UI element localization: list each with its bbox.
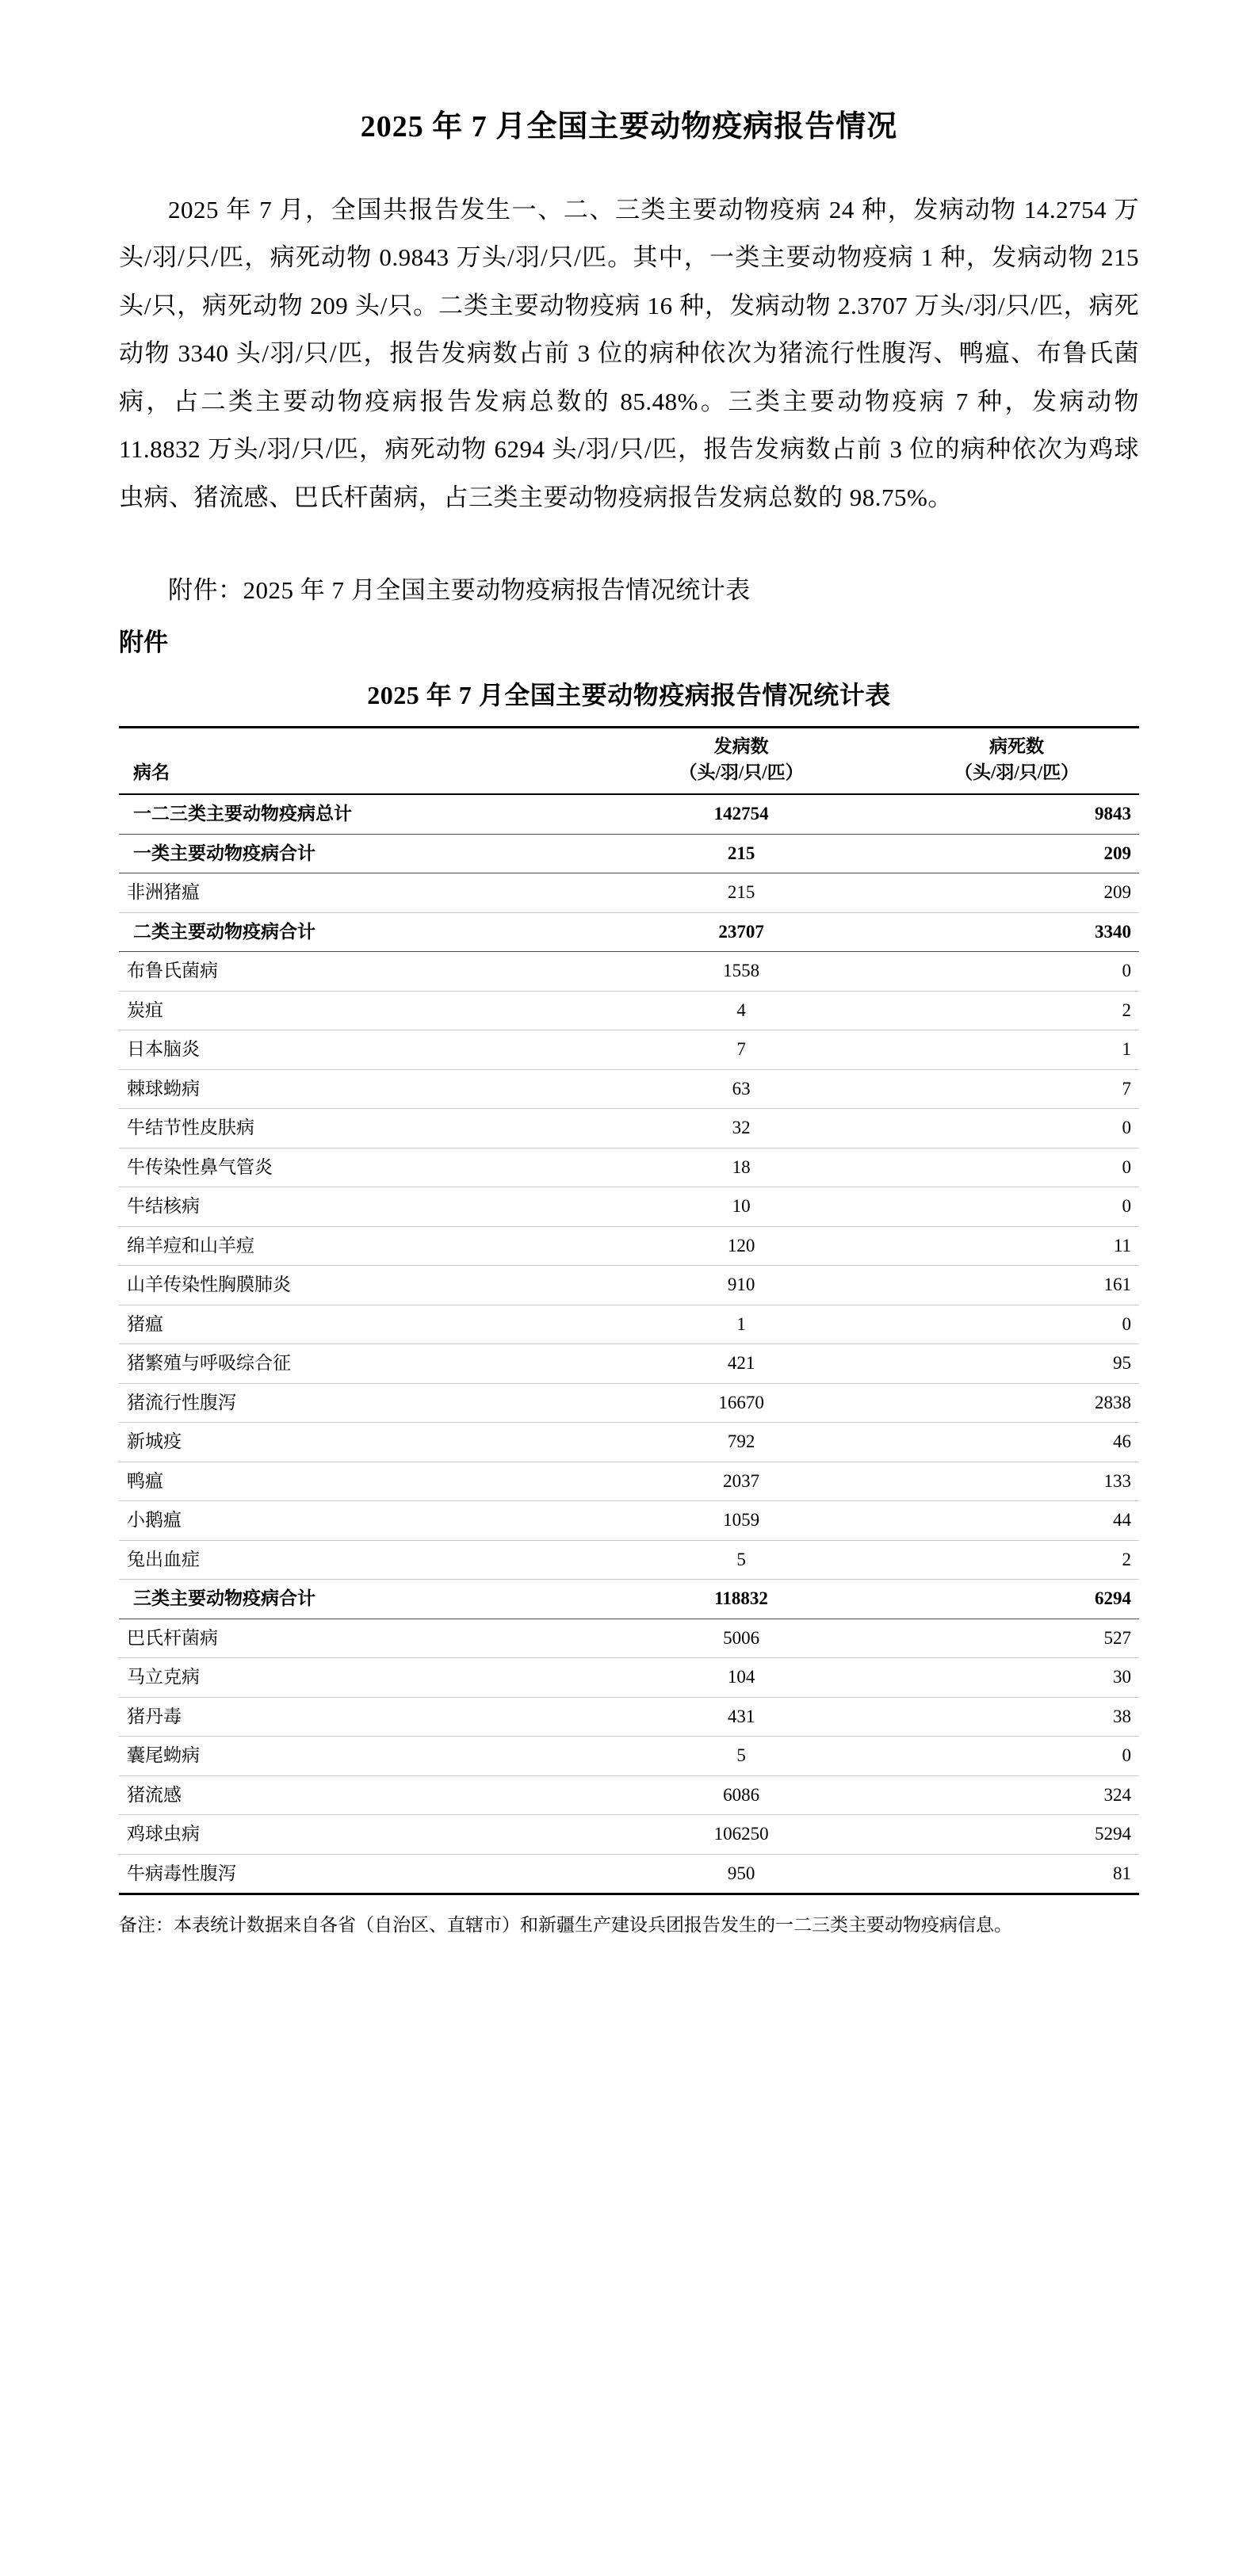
cell-disease-name: 马立克病 (119, 1658, 588, 1698)
cell-deaths: 6294 (894, 1580, 1139, 1619)
table-row (119, 1854, 1139, 1894)
table-body (119, 794, 1139, 1894)
cell-disease-name: 猪丹毒 (119, 1697, 588, 1737)
cell-deaths: 11 (894, 1226, 1139, 1266)
cell-disease-name: 兔出血症 (119, 1540, 588, 1580)
column-header-cases-text: 发病数 (713, 736, 769, 756)
cell-disease-name: 牛传染性鼻气管炎 (119, 1148, 588, 1187)
cell-cases: 18 (588, 1148, 894, 1187)
table-row (119, 1462, 1139, 1501)
cell-disease-name: 猪瘟 (119, 1305, 588, 1344)
cell-cases: 63 (588, 1069, 894, 1109)
cell-deaths: 2 (894, 1540, 1139, 1580)
cell-disease-name: 囊尾蚴病 (119, 1737, 588, 1776)
cell-cases: 104 (588, 1658, 894, 1698)
table-row (119, 1815, 1139, 1855)
cell-disease-name: 一类主要动物疫病合计 (119, 834, 588, 873)
cell-deaths: 527 (894, 1619, 1139, 1658)
cell-deaths: 0 (894, 1305, 1139, 1344)
table-row (119, 1501, 1139, 1541)
cell-disease-name: 牛结核病 (119, 1187, 588, 1227)
cell-cases: 5006 (588, 1619, 894, 1658)
cell-deaths: 324 (894, 1775, 1139, 1815)
cell-disease-name: 猪流行性腹泻 (119, 1383, 588, 1423)
cell-cases: 5 (588, 1540, 894, 1580)
table-row (119, 912, 1139, 952)
cell-cases: 1558 (588, 952, 894, 992)
table-note: 备注：本表统计数据来自各省（自治区、直辖市）和新疆生产建设兵团报告发生的一二三类主要动物疫病信息。 (119, 1915, 1012, 1936)
column-header-disease-name-text: 病名 (133, 762, 170, 782)
cell-cases: 118832 (588, 1580, 894, 1619)
cell-cases: 106250 (588, 1815, 894, 1855)
cell-cases: 120 (588, 1226, 894, 1266)
cell-deaths: 38 (894, 1697, 1139, 1737)
cell-cases: 142754 (588, 794, 894, 834)
cell-deaths: 7 (894, 1069, 1139, 1109)
cell-deaths: 133 (894, 1462, 1139, 1501)
cell-disease-name: 鸭瘟 (119, 1462, 588, 1501)
table-row (119, 1737, 1139, 1776)
cell-cases: 32 (588, 1109, 894, 1148)
table-title: 2025 年 7 月全国主要动物疫病报告情况统计表 (367, 680, 891, 709)
cell-cases: 421 (588, 1344, 894, 1384)
cell-deaths: 209 (894, 834, 1139, 873)
cell-deaths: 0 (894, 952, 1139, 992)
cell-cases: 4 (588, 991, 894, 1030)
column-header-deaths-unit: （头/羽/只/匹） (954, 762, 1080, 782)
cell-disease-name: 猪流感 (119, 1775, 588, 1815)
cell-disease-name: 二类主要动物疫病合计 (119, 912, 588, 952)
table-row (119, 873, 1139, 913)
cell-deaths: 2838 (894, 1383, 1139, 1423)
cell-cases: 5 (588, 1737, 894, 1776)
column-header-cases-unit: （头/羽/只/匹） (679, 762, 804, 782)
cell-disease-name: 炭疽 (119, 991, 588, 1030)
cell-deaths: 44 (894, 1501, 1139, 1541)
cell-disease-name: 棘球蚴病 (119, 1069, 588, 1109)
table-row (119, 794, 1139, 834)
table-row (119, 1697, 1139, 1737)
table-row (119, 1148, 1139, 1187)
cell-deaths: 209 (894, 873, 1139, 913)
table-row (119, 1383, 1139, 1423)
table-row (119, 1423, 1139, 1462)
column-header-deaths-text: 病死数 (989, 736, 1045, 756)
cell-deaths: 0 (894, 1148, 1139, 1187)
table-row (119, 1619, 1139, 1658)
cell-deaths: 3340 (894, 912, 1139, 952)
table-header (119, 727, 1139, 794)
attachment-reference: 附件：2025 年 7 月全国主要动物疫病报告情况统计表 (168, 576, 751, 605)
table-row (119, 1580, 1139, 1619)
cell-cases: 2037 (588, 1462, 894, 1501)
cell-disease-name: 巴氏杆菌病 (119, 1619, 588, 1658)
cell-deaths: 81 (1113, 1863, 1131, 1883)
table-row (119, 1030, 1139, 1070)
cell-cases: 1 (588, 1305, 894, 1344)
cell-disease-name: 鸡球虫病 (119, 1815, 588, 1855)
cell-disease-name: 三类主要动物疫病合计 (119, 1580, 588, 1619)
cell-deaths: 0 (894, 1187, 1139, 1227)
cell-deaths: 161 (894, 1266, 1139, 1305)
table-row (119, 1069, 1139, 1109)
cell-disease-name: 小鹅瘟 (119, 1501, 588, 1541)
cell-disease-name: 绵羊痘和山羊痘 (119, 1226, 588, 1266)
cell-deaths: 2 (894, 991, 1139, 1030)
table-row (119, 1658, 1139, 1698)
cell-cases: 215 (588, 873, 894, 913)
table-header-row (119, 727, 1139, 794)
cell-disease-name: 猪繁殖与呼吸综合征 (119, 1344, 588, 1384)
report-summary-paragraph: 2025 年 7 月，全国共报告发生一、二、三类主要动物疫病 24 种，发病动物 14.2754 万头/羽/只/匹，病死动物 0.9843 万头/羽/只/匹。其中，一类主要动物疫病 1 种，发病动物 215 头/只，病死动物 209 头/只。二类主要动物疫病 16 种，发病动物 2.3707 万头/羽/只/匹，病死动物 3340 头/羽/只/匹，报告发病数占前 3 位的病种依次为猪流行性腹泻、鸭瘟、布鲁氏菌病，占二类主要动物疫病报告发病总数的 85.48%。三类主要动物疫病 7 种，发病动物 11.8832 万头/羽/只/匹，病死动物 6294 头/羽/只/匹，报告发病数占前 3 位的病种依次为鸡球虫病、猪流感、巴氏杆菌病，占三类主要动物疫病报告发病总数的 98.75%。 (119, 196, 1139, 511)
table-row (119, 1344, 1139, 1384)
cell-deaths: 30 (894, 1658, 1139, 1698)
cell-cases: 910 (588, 1266, 894, 1305)
cell-deaths: 5294 (894, 1815, 1139, 1855)
table-row (119, 834, 1139, 873)
cell-disease-name: 一二三类主要动物疫病总计 (119, 794, 588, 834)
cell-deaths: 46 (894, 1423, 1139, 1462)
cell-cases: 16670 (588, 1383, 894, 1423)
table-row (119, 1187, 1139, 1227)
disease-statistics-table (119, 726, 1139, 1896)
cell-deaths: 95 (894, 1344, 1139, 1384)
cell-deaths: 0 (894, 1109, 1139, 1148)
table-row (119, 991, 1139, 1030)
table-row (119, 1540, 1139, 1580)
cell-disease-name: 牛病毒性腹泻 (127, 1863, 236, 1883)
page-title: 2025 年 7 月全国主要动物疫病报告情况 (360, 110, 898, 143)
column-header-disease-name (119, 727, 588, 794)
table-row (119, 1305, 1139, 1344)
cell-disease-name: 布鲁氏菌病 (119, 952, 588, 992)
cell-deaths: 1 (894, 1030, 1139, 1070)
cell-cases: 10 (588, 1187, 894, 1227)
column-header-cases (588, 727, 894, 794)
cell-disease-name: 日本脑炎 (119, 1030, 588, 1070)
cell-cases: 23707 (588, 912, 894, 952)
table-row (119, 1775, 1139, 1815)
table-row (119, 1266, 1139, 1305)
cell-disease-name: 非洲猪瘟 (119, 873, 588, 913)
cell-cases: 950 (727, 1863, 755, 1883)
cell-cases: 7 (588, 1030, 894, 1070)
cell-cases: 792 (588, 1423, 894, 1462)
cell-disease-name: 牛结节性皮肤病 (119, 1109, 588, 1148)
table-row (119, 1226, 1139, 1266)
cell-disease-name: 山羊传染性胸膜肺炎 (119, 1266, 588, 1305)
table-row (119, 952, 1139, 992)
column-header-deaths (894, 727, 1139, 794)
cell-deaths: 9843 (894, 794, 1139, 834)
cell-cases: 431 (588, 1697, 894, 1737)
cell-cases: 1059 (588, 1501, 894, 1541)
cell-disease-name: 新城疫 (119, 1423, 588, 1462)
attachment-label: 附件 (119, 628, 168, 656)
cell-cases: 215 (588, 834, 894, 873)
cell-cases: 6086 (588, 1775, 894, 1815)
table-row (119, 1109, 1139, 1148)
cell-deaths: 0 (894, 1737, 1139, 1776)
